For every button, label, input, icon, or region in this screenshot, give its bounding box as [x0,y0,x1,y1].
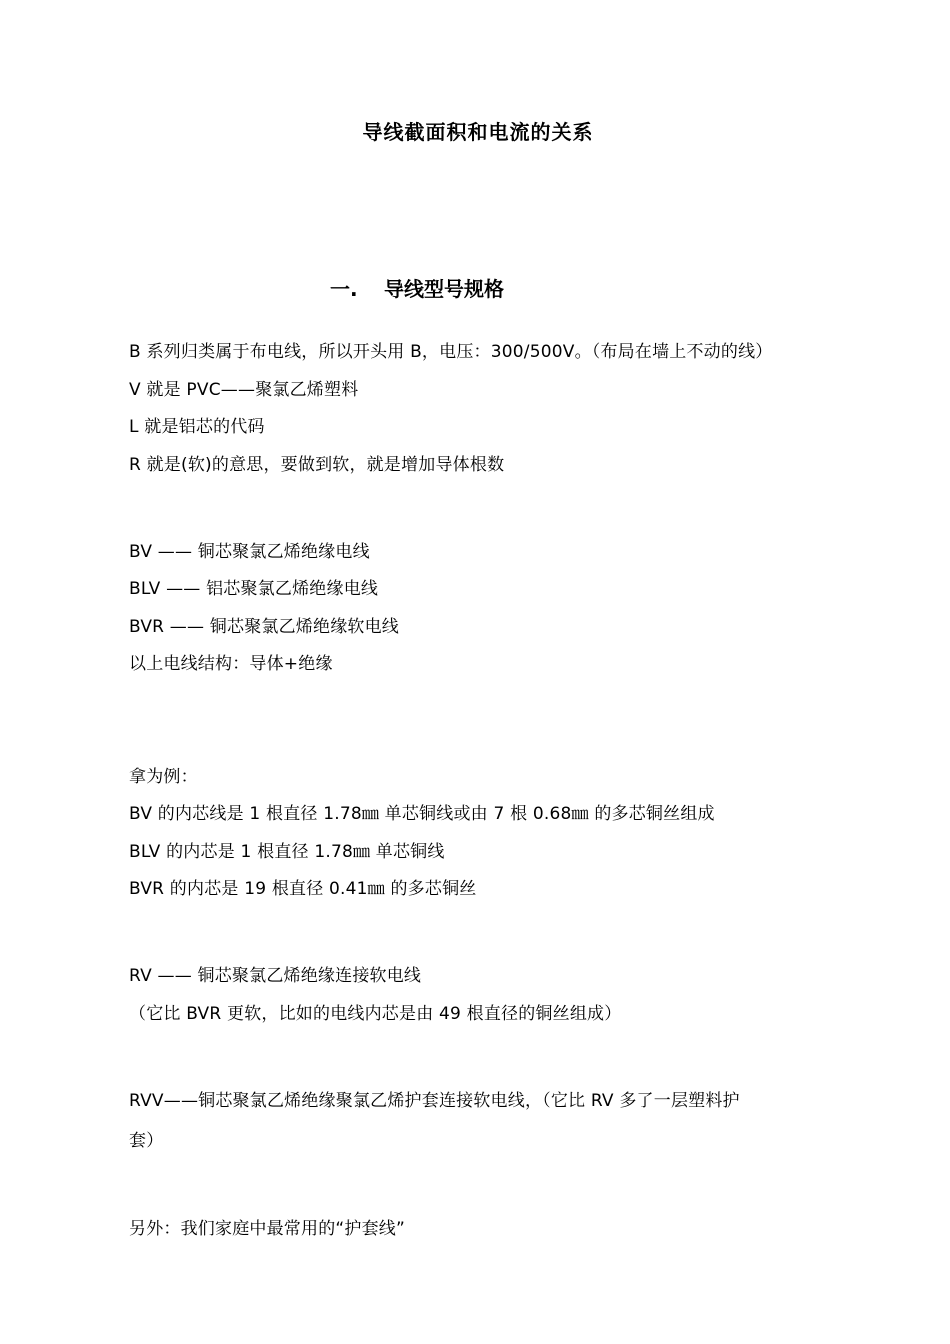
paragraph-rv-note: （它比 BVR 更软，比如的电线内芯是由 49 根直径的铜丝组成） [129,1004,622,1024]
paragraph-rvv: RVV——铜芯聚氯乙烯绝缘聚氯乙烯护套连接软电线，（它比 RV 多了一层塑料护 [129,1091,740,1111]
paragraph-bv: BV —— 铜芯聚氯乙烯绝缘电线 [129,542,370,562]
paragraph-example-intro: 拿为例： [129,767,198,787]
document-title: 导线截面积和电流的关系 [362,120,594,144]
paragraph-blv: BLV —— 铝芯聚氯乙烯绝缘电线 [129,579,379,599]
paragraph-bvr-core: BVR 的内芯是 19 根直径 0.41㎜ 的多芯铜丝 [129,879,477,899]
paragraph-structure: 以上电线结构：导体+绝缘 [129,654,333,674]
paragraph-bv-core: BV 的内芯线是 1 根直径 1.78㎜ 单芯铜线或由 7 根 0.68㎜ 的多芯铜丝组成 [129,804,715,824]
paragraph-sheathed-wire: 另外：我们家庭中最常用的“护套线” [129,1219,406,1239]
paragraph-rvv-cont: 套） [129,1131,164,1151]
paragraph-l-meaning: L 就是铝芯的代码 [129,417,265,437]
paragraph-rv: RV —— 铜芯聚氯乙烯绝缘连接软电线 [129,966,422,986]
paragraph-r-meaning: R 就是(软)的意思，要做到软，就是增加导体根数 [129,455,505,475]
paragraph-bvr: BVR —— 铜芯聚氯乙烯绝缘软电线 [129,617,399,637]
paragraph-v-meaning: V 就是 PVC——聚氯乙烯塑料 [129,380,359,400]
paragraph-blv-core: BLV 的内芯是 1 根直径 1.78㎜ 单芯铜线 [129,842,445,862]
section-heading [330,273,504,302]
paragraph-b-series: B 系列归类属于布电线，所以开头用 B，电压：300/500V。（布局在墙上不动的线） [129,342,773,362]
section-number: 一. [330,277,358,301]
section-heading-text: 导线型号规格 [384,277,504,301]
